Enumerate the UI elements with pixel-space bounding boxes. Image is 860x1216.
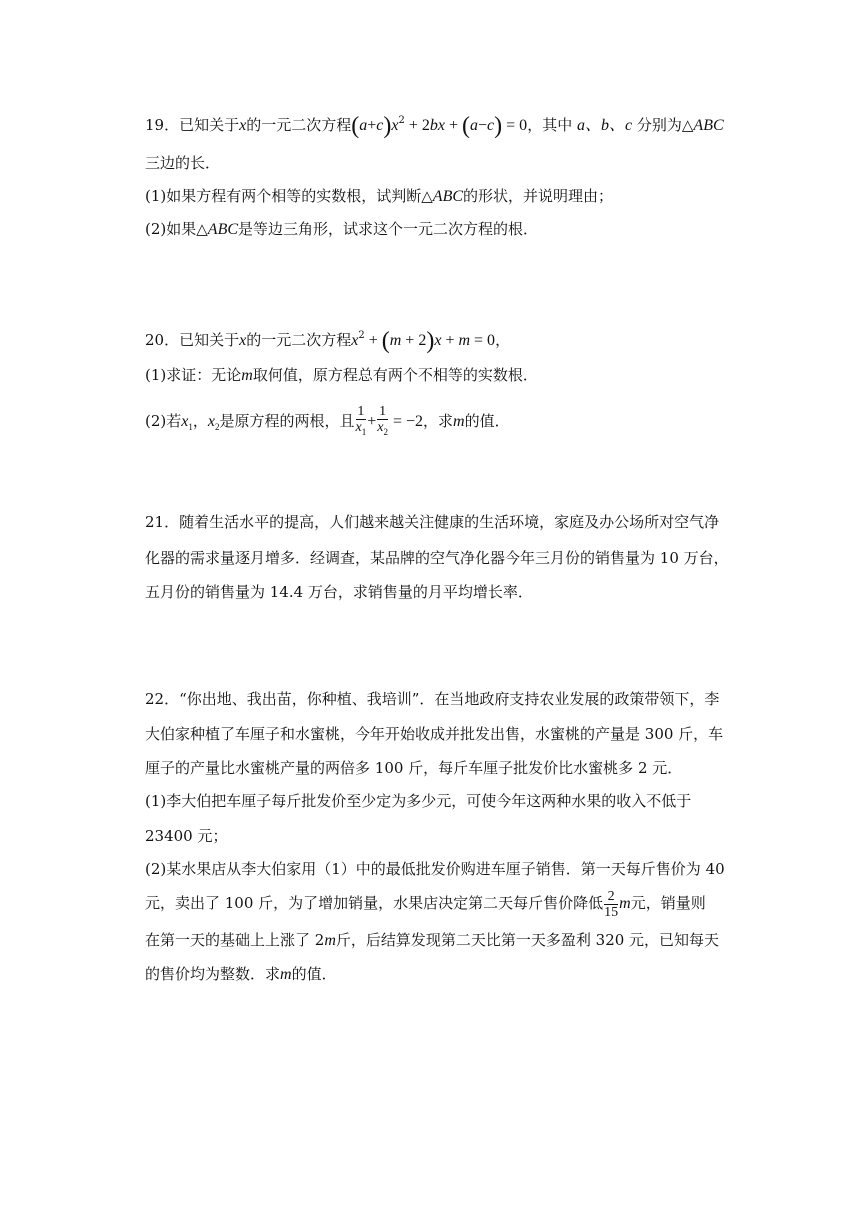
q22-part-1-line-2: 23400 元； <box>145 827 228 845</box>
q19-equation: $(a+c)x^2 + 2bx + (a-c) = 0$ <box>351 113 528 139</box>
q19-part-1-text: (1)如果方程有两个相等的实数根，试判断△ <box>145 187 433 205</box>
q20-part-2-text-3: ，求 <box>423 412 454 430</box>
q22-part-2-text-3: 在第一天的基础上上涨了 2 <box>145 931 325 949</box>
q20-var-m: m <box>241 367 253 384</box>
q20-x1: $x_1$ <box>181 413 193 432</box>
q22-part-2-text-2: 元，销量则 <box>630 894 706 912</box>
q22-var-m-2: m <box>324 932 336 949</box>
q22-part-2-text-5: 的售价均为整数．求 <box>145 965 281 983</box>
q19-number-text: 19．已知关于 <box>145 116 240 134</box>
q21-line-1: 21．随着生活水平的提高，人们越来越关注健康的生活环境，家庭及办公场所对空气净 <box>145 513 720 531</box>
q22-fraction <box>604 889 618 920</box>
q22-line-1: 22．“你出地、我出苗，你种植、我培训”．在当地政府支持农业发展的政策带领下，李 <box>145 690 720 708</box>
q22-line-3: 厘子的产量比水蜜桃产量的两倍多 100 斤，每斤车厘子批发价比水蜜桃多 2 元． <box>145 759 683 777</box>
q20-equation: $x^2 + (m + 2)x + m = 0$ <box>351 328 496 354</box>
q22-var-m: m <box>619 895 631 912</box>
q19-part-2 <box>145 219 538 240</box>
q20-separator: ， <box>192 412 208 430</box>
q20-part-2-text-2: 是原方程的两根，且 <box>219 412 355 430</box>
q19-triangle-name: ABC <box>693 117 724 134</box>
q22-part-2-text-4: 斤，后结算发现第二天比第一天多盈利 320 元，已知每天 <box>335 931 720 949</box>
q19-line-2: 三边的长． <box>145 154 221 172</box>
q22-part-1-line-1: (1)李大伯把车厘子每斤批发价至少定为多少元，可使今年这两种水果的收入不低于 <box>145 792 692 810</box>
q19-var-x: x <box>239 117 247 134</box>
q19-part-2-text-2: 是等边三角形，试求这个一元二次方程的根． <box>238 220 539 238</box>
q22-fraction-numerator: 2 <box>604 889 618 905</box>
q19-part-1-triangle: ABC <box>432 188 464 205</box>
q20-part-2-text: (2)若 <box>145 412 182 430</box>
q21-line-2: 化器的需求量逐月增多．经调查，某品牌的空气净化器今年三月份的销售量为 10 万台， <box>145 549 729 567</box>
q20-part-2 <box>145 404 510 438</box>
q19-tail-text-2: 分别为△ <box>636 116 694 134</box>
q22-var-m-3: m <box>280 966 292 983</box>
q20-tail: ， <box>495 331 511 349</box>
q19-part-1 <box>145 186 613 207</box>
q19-part-2-triangle: ABC <box>207 221 239 238</box>
q22-fraction-denominator: 15 <box>604 904 619 920</box>
q22-part-2-line-1: (2)某水果店从李大伯家用（1）中的最低批发价购进车厘子销售．第一天每斤售价为 40 <box>145 860 725 878</box>
q19-line-1 <box>145 111 724 139</box>
q20-x2: $x_2$ <box>207 413 220 432</box>
q19-intro-text: 的一元二次方程 <box>246 116 352 134</box>
q21-line-3: 五月份的销售量为 14.4 万台，求销售量的月平均增长率． <box>145 583 533 601</box>
q22-part-2-line-2 <box>145 886 706 920</box>
q19-tail-text: ，其中 <box>527 116 573 134</box>
q20-var-x: x <box>239 332 247 349</box>
q22-part-2-text: 元，卖出了 100 斤，为了增加销量，水果店决定第二天每斤售价降低 <box>145 894 604 912</box>
q20-fraction-equation: $\frac{1}{x_1}$ + $\frac{1}{x_2}$ = −2 <box>355 404 424 437</box>
q20-part-1 <box>145 365 538 386</box>
q20-line-1 <box>145 326 511 354</box>
q22-part-2-text-6: 的值． <box>291 965 337 983</box>
q20-var-m-2: m <box>453 413 465 430</box>
q20-part-1-text: (1)求证：无论 <box>145 366 242 384</box>
q20-number-text: 20．已知关于 <box>145 331 240 349</box>
q22-part-2-line-4 <box>145 964 337 985</box>
q22-line-2: 大伯家种植了车厘子和水蜜桃，今年开始收成并批发出售，水蜜桃的产量是 300 斤，车 <box>145 725 724 743</box>
q19-part-2-text: (2)如果△ <box>145 220 208 238</box>
q20-part-1-text-2: 取何值，原方程总有两个不相等的实数根． <box>252 366 538 384</box>
q20-intro-text: 的一元二次方程 <box>246 331 352 349</box>
q19-abc: a、b、c <box>576 117 633 134</box>
q20-part-2-text-4: 的值． <box>464 412 510 430</box>
q19-part-1-text-2: 的形状，并说明理由； <box>463 187 614 205</box>
q22-part-2-line-3 <box>145 930 719 951</box>
